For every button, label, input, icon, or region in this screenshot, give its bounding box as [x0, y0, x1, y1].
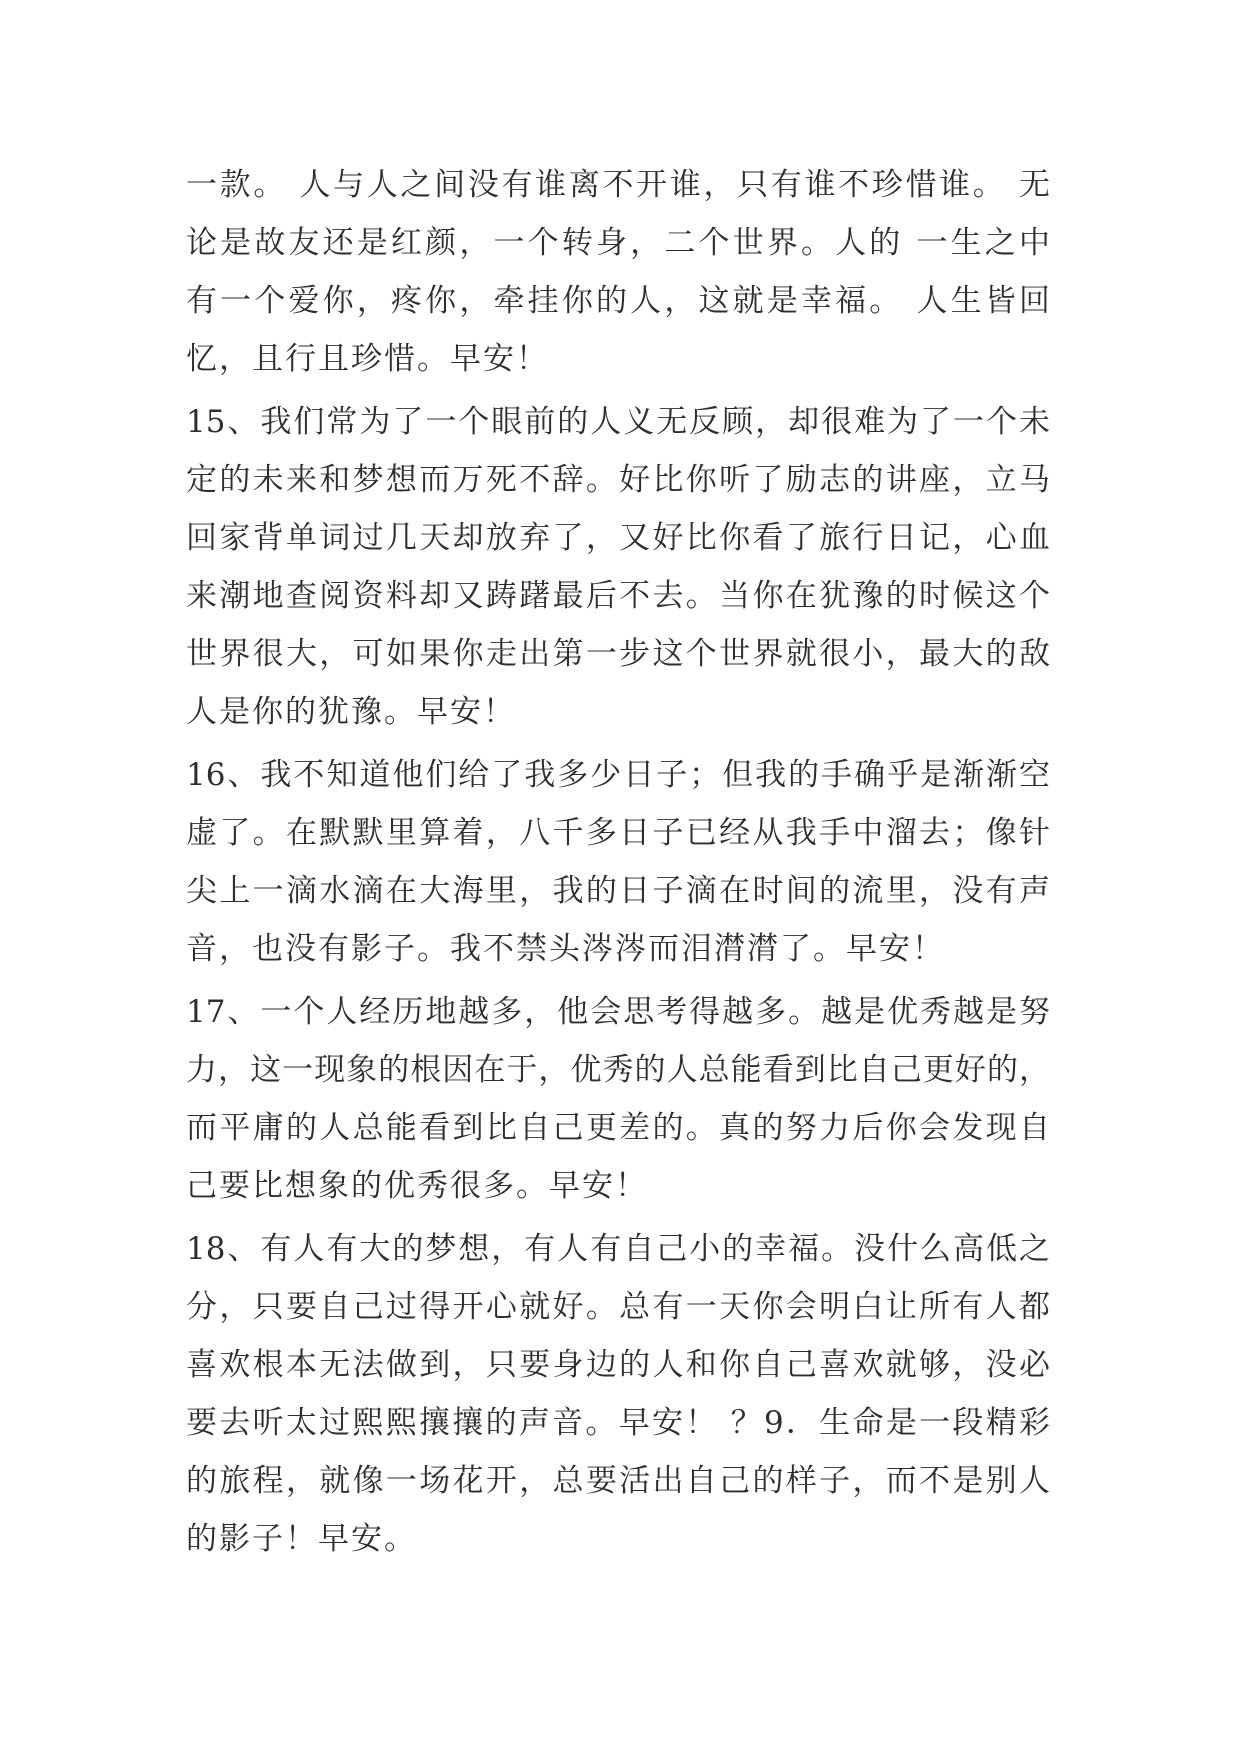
paragraph-continuation: [186, 156, 1050, 388]
text-line: 16、我不知道他们给了我多少日子；但我的手确乎是渐渐空: [186, 757, 1050, 793]
text-line: 要去听太过熙熙攘攘的声音。早安！ ？9．生命是一段精彩: [186, 1405, 1050, 1441]
text-line: 音，也没有影子。我不禁头涔涔而泪潸潸了。早安！: [186, 931, 945, 967]
text-line: 尖上一滴水滴在大海里，我的日子滴在时间的流里，没有声: [186, 873, 1050, 909]
text-line: 定的未来和梦想而万死不辞。好比你听了励志的讲座，立马: [186, 462, 1050, 498]
text-line: 的旅程，就像一场花开，总要活出自己的样子，而不是别人: [186, 1463, 1050, 1499]
text-line: 来潮地查阅资料却又踌躇最后不去。当你在犹豫的时候这个: [186, 578, 1050, 614]
text-line: 喜欢根本无法做到，只要身边的人和你自己喜欢就够，没必: [186, 1347, 1050, 1383]
text-line: 有一个爱你，疼你，牵挂你的人，这就是幸福。 人生皆回: [186, 283, 1050, 319]
text-line: 虚了。在默默里算着，八千多日子已经从我手中溜去；像针: [186, 815, 1050, 851]
text-line: 回家背单词过几天却放弃了，又好比你看了旅行日记，心血: [186, 520, 1050, 556]
text-line: 人是你的犹豫。早安！: [186, 694, 516, 730]
text-line: 分，只要自己过得开心就好。总有一天你会明白让所有人都: [186, 1289, 1050, 1325]
text-line: 论是故友还是红颜，一个转身，二个世界。人的 一生之中: [186, 225, 1050, 261]
text-line: 世界很大，可如果你走出第一步这个世界就很小，最大的敌: [186, 636, 1050, 672]
paragraph-16: [186, 746, 1050, 978]
text-line: 力，这一现象的根因在于，优秀的人总能看到比自己更好的，: [186, 1052, 1050, 1088]
text-line: 17、一个人经历地越多，他会思考得越多。越是优秀越是努: [186, 994, 1050, 1030]
text-line: 而平庸的人总能看到比自己更差的。真的努力后你会发现自: [186, 1110, 1050, 1146]
text-line: 忆，且行且珍惜。早安！: [186, 341, 549, 377]
paragraph-17: [186, 983, 1050, 1215]
text-line: 15、我们常为了一个眼前的人义无反顾，却很难为了一个未: [186, 404, 1050, 440]
text-line: 一款。 人与人之间没有谁离不开谁，只有谁不珍惜谁。 无: [186, 167, 1050, 203]
text-line: 己要比想象的优秀很多。早安！: [186, 1168, 648, 1204]
paragraph-18: [186, 1220, 1050, 1568]
paragraph-15: [186, 393, 1050, 741]
text-line: 18、有人有大的梦想，有人有自己小的幸福。没什么高低之: [186, 1231, 1050, 1267]
text-line: 的影子！早安。: [186, 1521, 417, 1557]
document-text: [186, 156, 1050, 1573]
